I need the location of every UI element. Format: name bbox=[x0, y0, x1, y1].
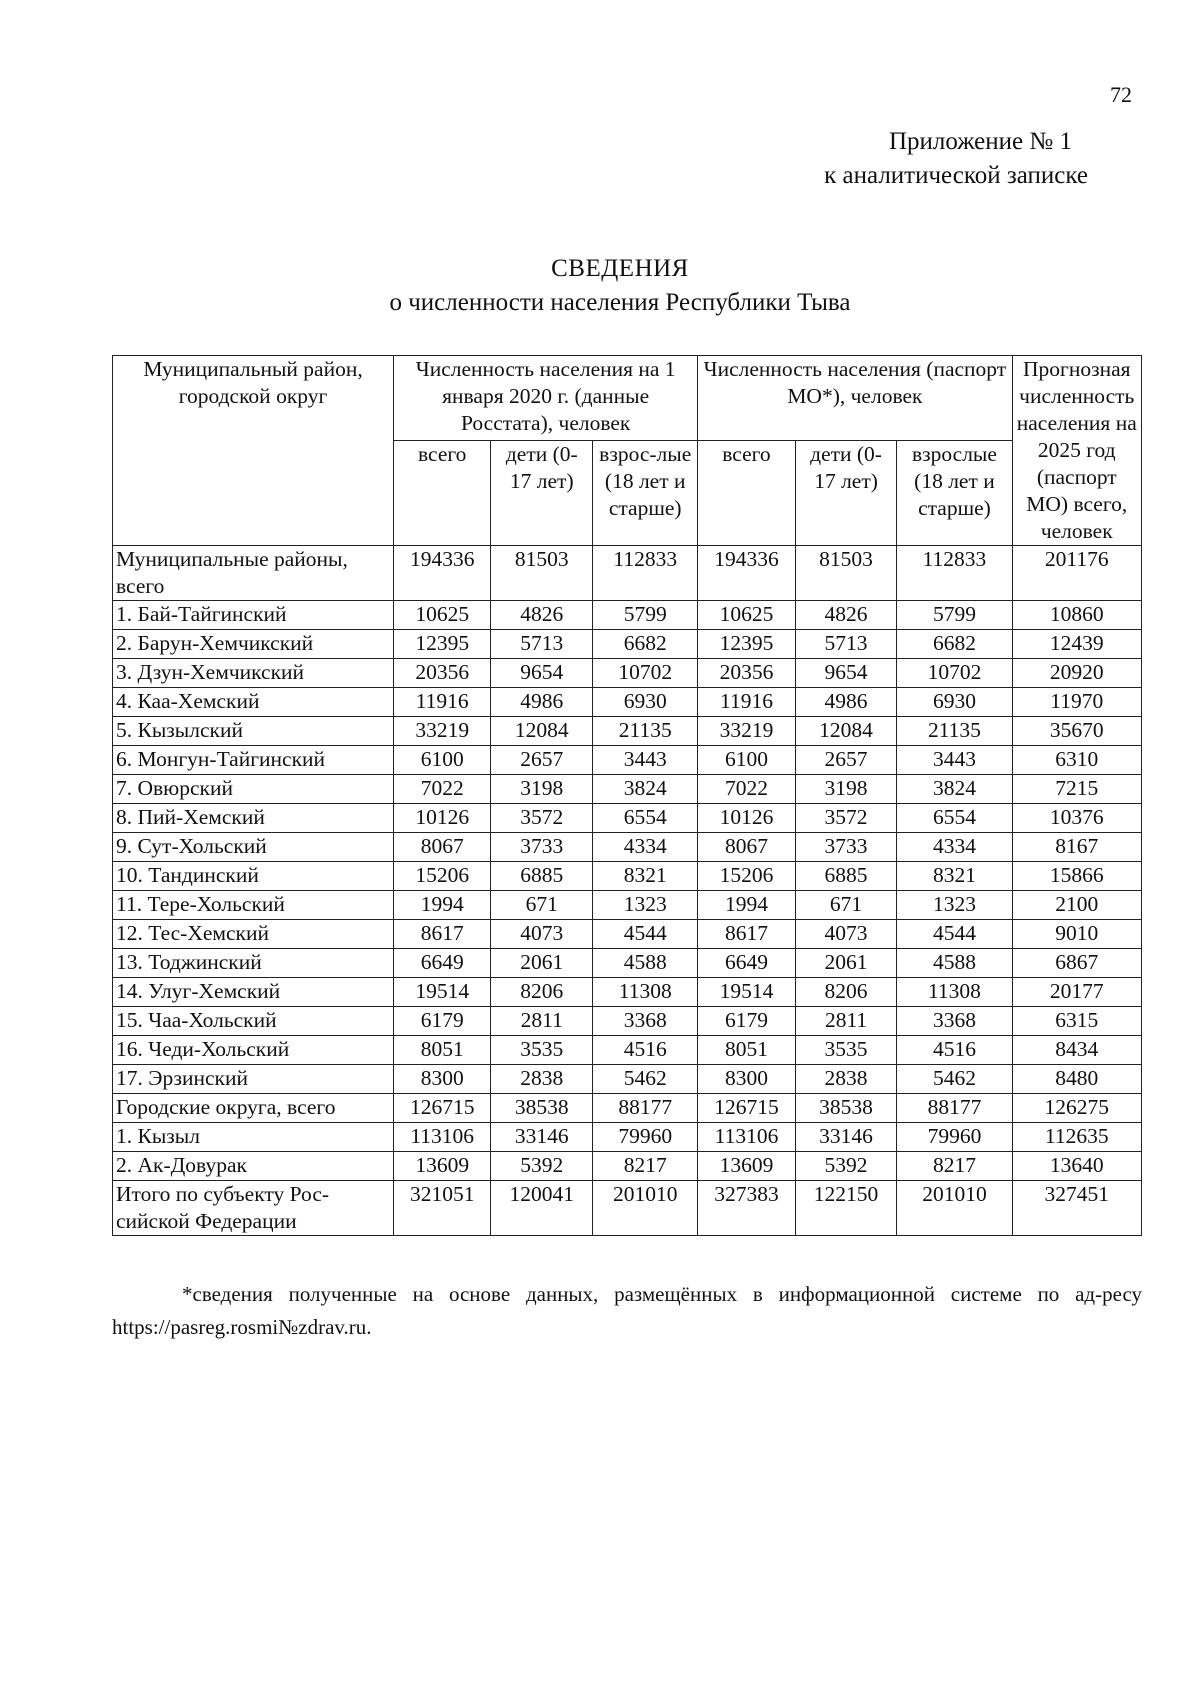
cell-forecast-2025: 6315 bbox=[1012, 1007, 1142, 1036]
cell-passport-adults: 3443 bbox=[897, 746, 1012, 775]
cell-passport-children: 4073 bbox=[795, 920, 897, 949]
cell-district-name: Итого по субъекту Рос-сийской Федерации bbox=[113, 1181, 394, 1236]
cell-district-name: Муниципальные районы, всего bbox=[113, 546, 394, 601]
cell-rosstat-children: 3733 bbox=[491, 833, 593, 862]
table-row bbox=[113, 1123, 1142, 1152]
cell-forecast-2025: 10860 bbox=[1012, 601, 1142, 630]
cell-rosstat-adults: 21135 bbox=[593, 717, 698, 746]
cell-rosstat-children: 4073 bbox=[491, 920, 593, 949]
cell-rosstat-adults: 5799 bbox=[593, 601, 698, 630]
header-rosstat-adults: взрос-лые (18 лет и старше) bbox=[593, 441, 698, 546]
population-table bbox=[112, 355, 1142, 1236]
cell-rosstat-total: 6179 bbox=[394, 1007, 491, 1036]
cell-rosstat-adults: 10702 bbox=[593, 659, 698, 688]
cell-rosstat-total: 13609 bbox=[394, 1152, 491, 1181]
page-number: 72 bbox=[1110, 82, 1132, 107]
cell-passport-children: 2061 bbox=[795, 949, 897, 978]
cell-rosstat-adults: 3368 bbox=[593, 1007, 698, 1036]
cell-rosstat-children: 120041 bbox=[491, 1181, 593, 1236]
cell-forecast-2025: 35670 bbox=[1012, 717, 1142, 746]
cell-passport-adults: 79960 bbox=[897, 1123, 1012, 1152]
cell-rosstat-adults: 79960 bbox=[593, 1123, 698, 1152]
header-forecast: Прогнозная численность населения на 2025 год (паспорт МО) всего, человек bbox=[1012, 356, 1142, 546]
cell-passport-total: 7022 bbox=[698, 775, 795, 804]
cell-passport-adults: 21135 bbox=[897, 717, 1012, 746]
cell-district-name: Городские округа, всего bbox=[113, 1094, 394, 1123]
cell-passport-adults: 8217 bbox=[897, 1152, 1012, 1181]
cell-forecast-2025: 6867 bbox=[1012, 949, 1142, 978]
cell-rosstat-adults: 112833 bbox=[593, 546, 698, 601]
cell-rosstat-adults: 4544 bbox=[593, 920, 698, 949]
cell-rosstat-children: 3198 bbox=[491, 775, 593, 804]
cell-passport-children: 33146 bbox=[795, 1123, 897, 1152]
cell-district-name: 4. Каа-Хемский bbox=[113, 688, 394, 717]
cell-passport-total: 10126 bbox=[698, 804, 795, 833]
cell-passport-adults: 88177 bbox=[897, 1094, 1012, 1123]
cell-rosstat-total: 20356 bbox=[394, 659, 491, 688]
cell-district-name: 1. Кызыл bbox=[113, 1123, 394, 1152]
table-row bbox=[113, 688, 1142, 717]
title-subtitle: о численности населения Республики Тыва bbox=[389, 289, 851, 316]
cell-rosstat-total: 7022 bbox=[394, 775, 491, 804]
cell-passport-total: 20356 bbox=[698, 659, 795, 688]
appendix-line-1: Приложение № 1 bbox=[888, 128, 1072, 155]
cell-rosstat-children: 671 bbox=[491, 891, 593, 920]
cell-passport-children: 3572 bbox=[795, 804, 897, 833]
cell-passport-children: 4826 bbox=[795, 601, 897, 630]
table-row bbox=[113, 891, 1142, 920]
cell-rosstat-adults: 6930 bbox=[593, 688, 698, 717]
cell-rosstat-adults: 5462 bbox=[593, 1065, 698, 1094]
cell-passport-adults: 6554 bbox=[897, 804, 1012, 833]
document-title bbox=[0, 252, 1200, 320]
cell-passport-children: 122150 bbox=[795, 1181, 897, 1236]
table-row bbox=[113, 775, 1142, 804]
cell-rosstat-adults: 4588 bbox=[593, 949, 698, 978]
table-row bbox=[113, 746, 1142, 775]
cell-forecast-2025: 201176 bbox=[1012, 546, 1142, 601]
cell-rosstat-children: 9654 bbox=[491, 659, 593, 688]
cell-rosstat-total: 19514 bbox=[394, 978, 491, 1007]
cell-rosstat-total: 321051 bbox=[394, 1181, 491, 1236]
table-row bbox=[113, 601, 1142, 630]
cell-rosstat-adults: 6554 bbox=[593, 804, 698, 833]
cell-passport-total: 19514 bbox=[698, 978, 795, 1007]
cell-district-name: 2. Барун-Хемчикский bbox=[113, 630, 394, 659]
cell-passport-total: 11916 bbox=[698, 688, 795, 717]
cell-rosstat-total: 12395 bbox=[394, 630, 491, 659]
cell-rosstat-adults: 11308 bbox=[593, 978, 698, 1007]
cell-forecast-2025: 10376 bbox=[1012, 804, 1142, 833]
cell-rosstat-adults: 8217 bbox=[593, 1152, 698, 1181]
table-row bbox=[113, 659, 1142, 688]
cell-rosstat-children: 4826 bbox=[491, 601, 593, 630]
cell-rosstat-children: 8206 bbox=[491, 978, 593, 1007]
cell-rosstat-total: 8051 bbox=[394, 1036, 491, 1065]
cell-passport-adults: 4588 bbox=[897, 949, 1012, 978]
cell-forecast-2025: 8480 bbox=[1012, 1065, 1142, 1094]
cell-forecast-2025: 126275 bbox=[1012, 1094, 1142, 1123]
table-row bbox=[113, 1094, 1142, 1123]
table-row bbox=[113, 1181, 1142, 1236]
cell-passport-adults: 8321 bbox=[897, 862, 1012, 891]
footnote: *сведения полученные на основе данных, размещённых в информационной системе по ад-ресу https://pasreg.rosmi№zdrav.ru. bbox=[112, 1282, 1142, 1339]
cell-forecast-2025: 112635 bbox=[1012, 1123, 1142, 1152]
cell-forecast-2025: 8434 bbox=[1012, 1036, 1142, 1065]
cell-rosstat-children: 2657 bbox=[491, 746, 593, 775]
cell-passport-total: 126715 bbox=[698, 1094, 795, 1123]
cell-district-name: 14. Улуг-Хемский bbox=[113, 978, 394, 1007]
cell-passport-adults: 201010 bbox=[897, 1181, 1012, 1236]
cell-rosstat-children: 81503 bbox=[491, 546, 593, 601]
cell-passport-children: 9654 bbox=[795, 659, 897, 688]
cell-district-name: 10. Тандинский bbox=[113, 862, 394, 891]
header-passport-total: всего bbox=[698, 441, 795, 546]
cell-district-name: 8. Пий-Хемский bbox=[113, 804, 394, 833]
cell-rosstat-total: 6649 bbox=[394, 949, 491, 978]
appendix-line-2: к аналитической записке bbox=[824, 162, 1088, 189]
cell-passport-children: 671 bbox=[795, 891, 897, 920]
cell-rosstat-total: 8617 bbox=[394, 920, 491, 949]
cell-forecast-2025: 6310 bbox=[1012, 746, 1142, 775]
cell-passport-total: 13609 bbox=[698, 1152, 795, 1181]
table-row bbox=[113, 546, 1142, 601]
cell-rosstat-total: 10625 bbox=[394, 601, 491, 630]
table-row bbox=[113, 1036, 1142, 1065]
cell-passport-adults: 6682 bbox=[897, 630, 1012, 659]
cell-passport-children: 4986 bbox=[795, 688, 897, 717]
cell-passport-adults: 5799 bbox=[897, 601, 1012, 630]
cell-district-name: 6. Монгун-Тайгинский bbox=[113, 746, 394, 775]
cell-forecast-2025: 7215 bbox=[1012, 775, 1142, 804]
cell-forecast-2025: 8167 bbox=[1012, 833, 1142, 862]
cell-rosstat-children: 12084 bbox=[491, 717, 593, 746]
cell-district-name: 1. Бай-Тайгинский bbox=[113, 601, 394, 630]
cell-rosstat-adults: 88177 bbox=[593, 1094, 698, 1123]
cell-rosstat-total: 11916 bbox=[394, 688, 491, 717]
cell-rosstat-children: 2811 bbox=[491, 1007, 593, 1036]
cell-passport-adults: 112833 bbox=[897, 546, 1012, 601]
cell-forecast-2025: 327451 bbox=[1012, 1181, 1142, 1236]
cell-district-name: 12. Тес-Хемский bbox=[113, 920, 394, 949]
cell-rosstat-total: 1994 bbox=[394, 891, 491, 920]
cell-rosstat-children: 3572 bbox=[491, 804, 593, 833]
cell-passport-children: 2811 bbox=[795, 1007, 897, 1036]
header-district: Муниципальный район, городской округ bbox=[113, 356, 394, 546]
table-body bbox=[113, 546, 1142, 1236]
cell-passport-children: 12084 bbox=[795, 717, 897, 746]
cell-passport-adults: 4544 bbox=[897, 920, 1012, 949]
cell-passport-adults: 4334 bbox=[897, 833, 1012, 862]
cell-passport-total: 8051 bbox=[698, 1036, 795, 1065]
cell-rosstat-children: 33146 bbox=[491, 1123, 593, 1152]
cell-passport-total: 6649 bbox=[698, 949, 795, 978]
table-row bbox=[113, 630, 1142, 659]
cell-rosstat-total: 6100 bbox=[394, 746, 491, 775]
cell-rosstat-children: 3535 bbox=[491, 1036, 593, 1065]
cell-passport-total: 113106 bbox=[698, 1123, 795, 1152]
cell-rosstat-children: 2061 bbox=[491, 949, 593, 978]
cell-district-name: 9. Сут-Хольский bbox=[113, 833, 394, 862]
cell-rosstat-children: 2838 bbox=[491, 1065, 593, 1094]
table-row bbox=[113, 920, 1142, 949]
cell-passport-total: 8300 bbox=[698, 1065, 795, 1094]
header-rosstat-children: дети (0-17 лет) bbox=[491, 441, 593, 546]
cell-passport-children: 2657 bbox=[795, 746, 897, 775]
cell-passport-adults: 4516 bbox=[897, 1036, 1012, 1065]
table-row bbox=[113, 717, 1142, 746]
cell-passport-children: 5392 bbox=[795, 1152, 897, 1181]
table-row bbox=[113, 949, 1142, 978]
cell-passport-total: 194336 bbox=[698, 546, 795, 601]
header-passport-group: Численность населения (паспорт МО*), человек bbox=[698, 356, 1012, 441]
cell-district-name: 13. Тоджинский bbox=[113, 949, 394, 978]
cell-forecast-2025: 2100 bbox=[1012, 891, 1142, 920]
cell-district-name: 11. Тере-Хольский bbox=[113, 891, 394, 920]
cell-passport-adults: 6930 bbox=[897, 688, 1012, 717]
cell-passport-total: 8617 bbox=[698, 920, 795, 949]
table-row bbox=[113, 833, 1142, 862]
cell-forecast-2025: 11970 bbox=[1012, 688, 1142, 717]
cell-forecast-2025: 20177 bbox=[1012, 978, 1142, 1007]
cell-passport-total: 15206 bbox=[698, 862, 795, 891]
cell-rosstat-adults: 201010 bbox=[593, 1181, 698, 1236]
cell-forecast-2025: 9010 bbox=[1012, 920, 1142, 949]
cell-rosstat-adults: 8321 bbox=[593, 862, 698, 891]
cell-rosstat-children: 5392 bbox=[491, 1152, 593, 1181]
cell-rosstat-total: 194336 bbox=[394, 546, 491, 601]
cell-passport-adults: 3368 bbox=[897, 1007, 1012, 1036]
table-row bbox=[113, 862, 1142, 891]
cell-district-name: 7. Овюрский bbox=[113, 775, 394, 804]
cell-passport-adults: 11308 bbox=[897, 978, 1012, 1007]
cell-passport-total: 6179 bbox=[698, 1007, 795, 1036]
cell-passport-total: 12395 bbox=[698, 630, 795, 659]
title-main: СВЕДЕНИЯ bbox=[551, 255, 689, 282]
cell-rosstat-children: 38538 bbox=[491, 1094, 593, 1123]
cell-passport-children: 3535 bbox=[795, 1036, 897, 1065]
cell-district-name: 17. Эрзинский bbox=[113, 1065, 394, 1094]
cell-passport-children: 38538 bbox=[795, 1094, 897, 1123]
cell-passport-children: 3198 bbox=[795, 775, 897, 804]
cell-passport-adults: 10702 bbox=[897, 659, 1012, 688]
cell-district-name: 15. Чаа-Хольский bbox=[113, 1007, 394, 1036]
cell-rosstat-adults: 3443 bbox=[593, 746, 698, 775]
cell-rosstat-total: 33219 bbox=[394, 717, 491, 746]
table-row bbox=[113, 804, 1142, 833]
cell-passport-children: 8206 bbox=[795, 978, 897, 1007]
cell-district-name: 3. Дзун-Хемчикский bbox=[113, 659, 394, 688]
appendix-heading bbox=[824, 125, 1088, 193]
cell-passport-total: 1994 bbox=[698, 891, 795, 920]
table-row bbox=[113, 1152, 1142, 1181]
table-row bbox=[113, 978, 1142, 1007]
cell-passport-children: 5713 bbox=[795, 630, 897, 659]
cell-rosstat-adults: 4334 bbox=[593, 833, 698, 862]
cell-rosstat-adults: 1323 bbox=[593, 891, 698, 920]
cell-passport-total: 10625 bbox=[698, 601, 795, 630]
cell-district-name: 16. Чеди-Хольский bbox=[113, 1036, 394, 1065]
header-passport-adults: взрослые (18 лет и старше) bbox=[897, 441, 1012, 546]
cell-passport-children: 2838 bbox=[795, 1065, 897, 1094]
cell-rosstat-total: 113106 bbox=[394, 1123, 491, 1152]
cell-rosstat-children: 4986 bbox=[491, 688, 593, 717]
cell-rosstat-adults: 3824 bbox=[593, 775, 698, 804]
cell-rosstat-adults: 6682 bbox=[593, 630, 698, 659]
cell-rosstat-total: 8067 bbox=[394, 833, 491, 862]
cell-forecast-2025: 20920 bbox=[1012, 659, 1142, 688]
cell-rosstat-children: 6885 bbox=[491, 862, 593, 891]
cell-passport-adults: 5462 bbox=[897, 1065, 1012, 1094]
cell-passport-adults: 3824 bbox=[897, 775, 1012, 804]
cell-district-name: 2. Ак-Довурак bbox=[113, 1152, 394, 1181]
cell-rosstat-adults: 4516 bbox=[593, 1036, 698, 1065]
cell-passport-children: 3733 bbox=[795, 833, 897, 862]
cell-passport-adults: 1323 bbox=[897, 891, 1012, 920]
cell-rosstat-total: 10126 bbox=[394, 804, 491, 833]
header-passport-children: дети (0-17 лет) bbox=[795, 441, 897, 546]
cell-forecast-2025: 12439 bbox=[1012, 630, 1142, 659]
table-row bbox=[113, 1007, 1142, 1036]
cell-rosstat-total: 15206 bbox=[394, 862, 491, 891]
cell-passport-total: 327383 bbox=[698, 1181, 795, 1236]
cell-passport-children: 6885 bbox=[795, 862, 897, 891]
cell-district-name: 5. Кызылский bbox=[113, 717, 394, 746]
cell-passport-children: 81503 bbox=[795, 546, 897, 601]
cell-passport-total: 8067 bbox=[698, 833, 795, 862]
cell-rosstat-total: 8300 bbox=[394, 1065, 491, 1094]
table-row bbox=[113, 1065, 1142, 1094]
cell-forecast-2025: 15866 bbox=[1012, 862, 1142, 891]
cell-forecast-2025: 13640 bbox=[1012, 1152, 1142, 1181]
header-rosstat-total: всего bbox=[394, 441, 491, 546]
cell-rosstat-total: 126715 bbox=[394, 1094, 491, 1123]
cell-rosstat-children: 5713 bbox=[491, 630, 593, 659]
cell-passport-total: 6100 bbox=[698, 746, 795, 775]
cell-passport-total: 33219 bbox=[698, 717, 795, 746]
header-rosstat-group: Численность населения на 1 января 2020 г. (данные Росстата), человек bbox=[394, 356, 698, 441]
